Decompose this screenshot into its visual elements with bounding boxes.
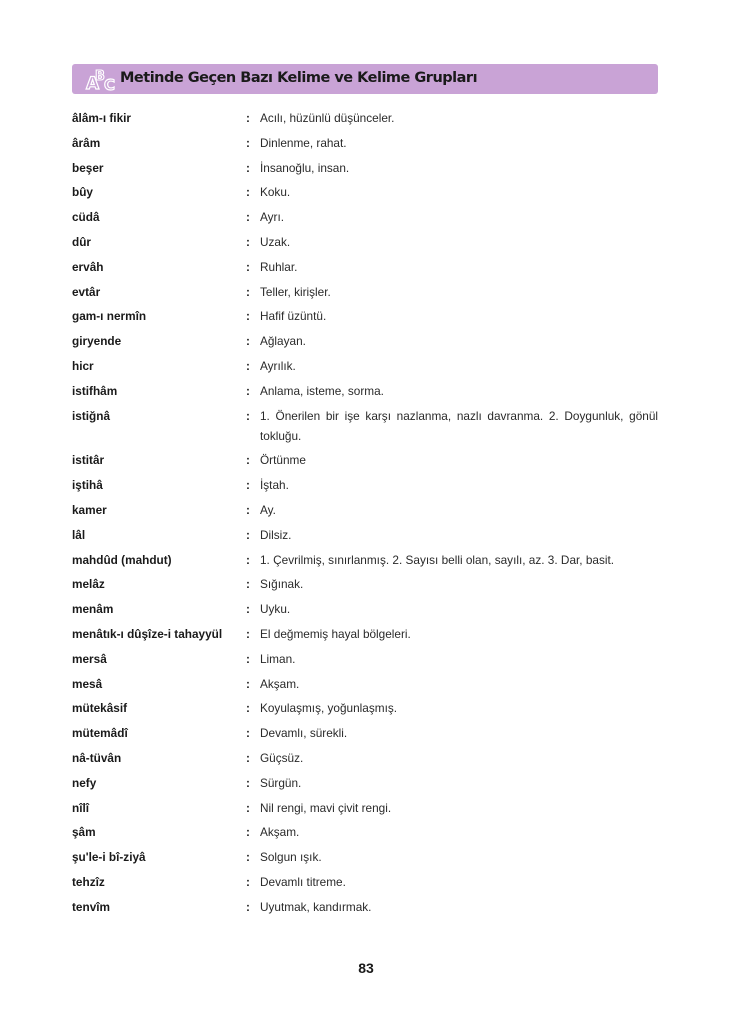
glossary-term: melâz [72, 577, 105, 592]
glossary-definition: Sürgün. [260, 775, 302, 790]
glossary-term: ârâm [72, 135, 101, 150]
glossary-entry [72, 158, 658, 178]
term-separator: : [246, 825, 250, 840]
term-separator: : [246, 478, 250, 493]
glossary-term: tehzîz [72, 874, 105, 889]
glossary-entry [72, 331, 658, 351]
glossary-definition: El değmemiş hayal bölgeleri. [260, 626, 411, 641]
term-separator: : [246, 185, 250, 200]
glossary-entry [72, 257, 658, 277]
glossary-entry [72, 773, 658, 793]
svg-text:B: B [95, 69, 105, 84]
glossary-entry [72, 356, 658, 376]
section-header [72, 64, 658, 94]
glossary-term: menâtık-ı dûşîze-i tahayyül [72, 626, 223, 641]
glossary-list [72, 108, 658, 922]
glossary-entry [72, 282, 658, 302]
svg-text:C: C [104, 76, 116, 93]
glossary-entry [72, 748, 658, 768]
glossary-entry [72, 381, 658, 401]
term-separator: : [246, 626, 250, 641]
glossary-term: nefy [72, 775, 97, 790]
term-separator: : [246, 160, 250, 175]
glossary-definition: Devamlı titreme. [260, 874, 346, 889]
glossary-definition: Örtünme [260, 453, 306, 468]
glossary-definition: 1. Çevrilmiş, sınırlanmış. 2. Sayısı belli olan, sayılı, az. 3. Dar, basit. [260, 552, 615, 567]
glossary-term: şâm [72, 825, 96, 840]
glossary-term: mesâ [72, 676, 103, 691]
term-separator: : [246, 899, 250, 914]
glossary-term: giryende [72, 334, 122, 349]
glossary-term: nîlî [72, 800, 90, 815]
glossary-term: beşer [72, 160, 104, 175]
glossary-definition: Ay. [260, 502, 276, 517]
glossary-term: şu'le-i bî-ziyâ [72, 850, 146, 865]
glossary-term: istiğnâ [72, 408, 111, 423]
glossary-entry [72, 550, 658, 570]
glossary-entry [72, 723, 658, 743]
glossary-term: kamer [72, 502, 107, 517]
glossary-definition: Ruhlar. [260, 259, 298, 274]
glossary-term: bûy [72, 185, 93, 200]
term-separator: : [246, 874, 250, 889]
glossary-term: evtâr [72, 284, 101, 299]
glossary-term: nâ-tüvân [72, 750, 122, 765]
term-separator: : [246, 527, 250, 542]
glossary-entry [72, 450, 658, 470]
glossary-definition: Ağlayan. [260, 334, 306, 349]
term-separator: : [246, 309, 250, 324]
term-separator: : [246, 502, 250, 517]
term-separator: : [246, 284, 250, 299]
term-separator: : [246, 408, 250, 423]
glossary-term: lâl [72, 527, 86, 542]
glossary-definition: Solgun ışık. [260, 850, 322, 865]
glossary-entry [72, 306, 658, 326]
glossary-definition: Güçsüz. [260, 750, 304, 765]
glossary-entry [72, 798, 658, 818]
glossary-term: mahdûd (mahdut) [72, 552, 172, 567]
page-number: 83 [358, 960, 374, 976]
glossary-definition: Sığınak. [260, 577, 304, 592]
glossary-entry [72, 847, 658, 867]
term-separator: : [246, 676, 250, 691]
glossary-definition: Hafif üzüntü. [260, 309, 327, 324]
term-separator: : [246, 651, 250, 666]
glossary-entry [72, 599, 658, 619]
glossary-entry [72, 872, 658, 892]
glossary-term: mütekâsif [72, 701, 128, 716]
glossary-entry [72, 232, 658, 252]
term-separator: : [246, 358, 250, 373]
glossary-definition: Uyku. [260, 602, 291, 617]
term-separator: : [246, 726, 250, 741]
glossary-definition: Koyulaşmış, yoğunlaşmış. [260, 701, 398, 716]
glossary-term: istifhâm [72, 383, 118, 398]
glossary-definition: Ayrı. [260, 210, 285, 225]
glossary-entry [72, 475, 658, 495]
term-separator: : [246, 234, 250, 249]
term-separator: : [246, 552, 250, 567]
glossary-term: tenvîm [72, 899, 111, 914]
term-separator: : [246, 701, 250, 716]
glossary-entry [72, 649, 658, 669]
glossary-definition: Acılı, hüzünlü düşünceler. [260, 111, 395, 125]
glossary-definition: Uzak. [260, 234, 291, 249]
abc-letters-icon [84, 65, 122, 93]
glossary-definition: Dinlenme, rahat. [260, 135, 347, 150]
term-separator: : [246, 850, 250, 865]
glossary-definition: İnsanoğlu, insan. [260, 160, 350, 175]
glossary-definition: İştah. [260, 478, 289, 493]
glossary-term: menâm [72, 602, 114, 617]
glossary-entry [72, 698, 658, 718]
glossary-entry [72, 500, 658, 520]
term-separator: : [246, 111, 250, 125]
term-separator: : [246, 775, 250, 790]
glossary-term: cüdâ [72, 210, 100, 225]
glossary-entry [72, 182, 658, 202]
glossary-definition: Teller, kirişler. [260, 284, 331, 299]
svg-text:A: A [86, 74, 100, 93]
glossary-term: iştihâ [72, 478, 103, 493]
glossary-definition: Nil rengi, mavi çivit rengi. [260, 800, 392, 815]
term-separator: : [246, 383, 250, 398]
term-separator: : [246, 334, 250, 349]
glossary-entry [72, 674, 658, 694]
term-separator: : [246, 577, 250, 592]
glossary-term: mersâ [72, 651, 107, 666]
glossary-definition: Ayrılık. [260, 358, 296, 373]
glossary-term: mütemâdî [72, 726, 128, 741]
glossary-entry [72, 133, 658, 153]
glossary-entry [72, 207, 658, 227]
glossary-entry [72, 624, 658, 644]
glossary-definition: Akşam. [260, 676, 300, 691]
glossary-term: istitâr [72, 453, 105, 468]
glossary-term: ervâh [72, 259, 104, 274]
glossary-definition: Dilsiz. [260, 527, 292, 542]
term-separator: : [246, 453, 250, 468]
glossary-term: gam-ı nermîn [72, 309, 147, 324]
glossary-term: hicr [72, 358, 94, 373]
term-separator: : [246, 750, 250, 765]
glossary-entry [72, 897, 658, 917]
term-separator: : [246, 259, 250, 274]
glossary-entry [72, 822, 658, 842]
term-separator: : [246, 800, 250, 815]
term-separator: : [246, 602, 250, 617]
glossary-definition: 1. Önerilen bir işe karşı nazlanma, nazlı davranma. 2. Doygunluk, gönül tokluğu. [260, 408, 658, 443]
glossary-definition: Devamlı, sürekli. [260, 726, 348, 741]
glossary-definition: Akşam. [260, 825, 300, 840]
term-separator: : [246, 210, 250, 225]
section-title: Metinde Geçen Bazı Kelime ve Kelime Grupları [120, 70, 478, 86]
glossary-entry [72, 525, 658, 545]
glossary-term: âlâm-ı fikir [72, 111, 132, 125]
glossary-entry [72, 406, 658, 446]
glossary-entry [72, 108, 658, 128]
glossary-definition: Liman. [260, 651, 296, 666]
glossary-definition: Uyutmak, kandırmak. [260, 899, 372, 914]
glossary-definition: Anlama, isteme, sorma. [260, 383, 384, 398]
term-separator: : [246, 135, 250, 150]
glossary-definition: Koku. [260, 185, 291, 200]
glossary-term: dûr [72, 234, 92, 249]
glossary-entry [72, 574, 658, 594]
